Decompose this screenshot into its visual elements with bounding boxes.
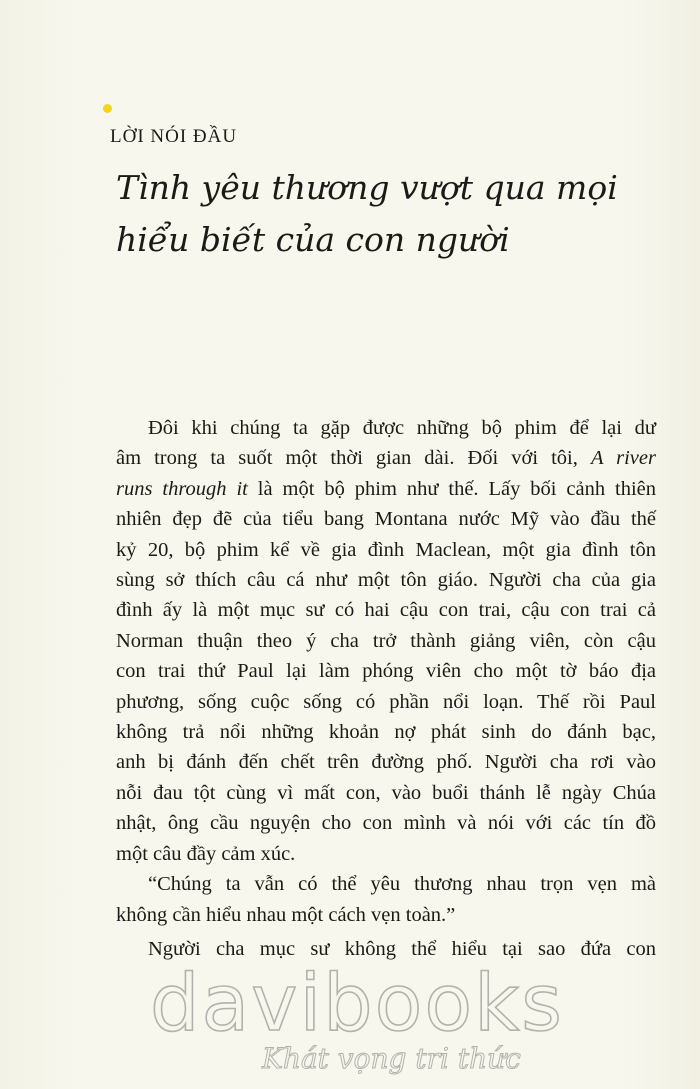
chapter-title-line: hiểu biết của con người bbox=[116, 220, 510, 259]
film-title-part: A river bbox=[590, 447, 656, 470]
chapter-title-line: Tình yêu thương vượt qua mọi bbox=[116, 168, 618, 207]
body-line: Norman thuận theo ý cha trở thành giảng viên, còn cậu bbox=[116, 629, 656, 652]
body-line-part: là một bộ phim như thế. Lấy bối cảnh thiên bbox=[247, 477, 656, 500]
body-line: nỗi đau tột cùng vì mất con, vào buổi thánh lễ ngày Chúa bbox=[116, 781, 656, 804]
body-line: phương, sống cuộc sống có phần nổi loạn. Thế rồi Paul bbox=[116, 690, 656, 713]
watermark-tagline: Khát vọng tri thức bbox=[262, 1042, 521, 1075]
body-line bbox=[116, 474, 656, 504]
body-line: kỷ 20, bộ phim kể về gia đình Maclean, một gia đình tôn bbox=[116, 538, 656, 561]
body-line: nhiên đẹp đẽ của tiểu bang Montana nước Mỹ vào đầu thế bbox=[116, 508, 656, 531]
body-line: không trả nổi những khoản nợ phát sinh do đánh bạc, bbox=[116, 721, 656, 744]
body-line: một câu đầy cảm xúc. bbox=[116, 842, 296, 865]
body-line-part: âm trong ta suốt một thời gian dài. Đối với tôi, bbox=[116, 447, 591, 470]
watermark-brand: davibooks bbox=[150, 959, 564, 1049]
body-line: Đôi khi chúng ta gặp được những bộ phim để lại dư bbox=[148, 417, 656, 439]
body-line bbox=[116, 443, 656, 473]
quote-line: không cần hiểu nhau một cách vẹn toàn.” bbox=[116, 903, 456, 926]
yellow-dot-icon bbox=[103, 104, 112, 113]
body-line: nhật, ông cầu nguyện cho con mình và nói với các tín đồ bbox=[116, 812, 656, 835]
chapter-title bbox=[116, 162, 676, 266]
body-line: con trai thứ Paul lại làm phóng viên cho một tờ báo địa bbox=[116, 660, 656, 683]
body-text bbox=[116, 413, 656, 964]
section-label: LỜI NÓI ĐẦU bbox=[110, 126, 238, 147]
body-line: Người cha mục sư không thể hiểu tại sao đứa con bbox=[148, 937, 656, 960]
body-line: sùng sở thích câu cá như một tôn giáo. Người cha của gia bbox=[116, 569, 656, 592]
film-title-part: runs through it bbox=[116, 477, 248, 500]
quote-line: “Chúng ta vẫn có thể yêu thương nhau trọn vẹn mà bbox=[148, 873, 656, 896]
body-line: đình ấy là một mục sư có hai cậu con trai, cậu con trai cả bbox=[116, 599, 656, 622]
body-line: anh bị đánh đến chết trên đường phố. Người cha rơi vào bbox=[116, 751, 656, 774]
